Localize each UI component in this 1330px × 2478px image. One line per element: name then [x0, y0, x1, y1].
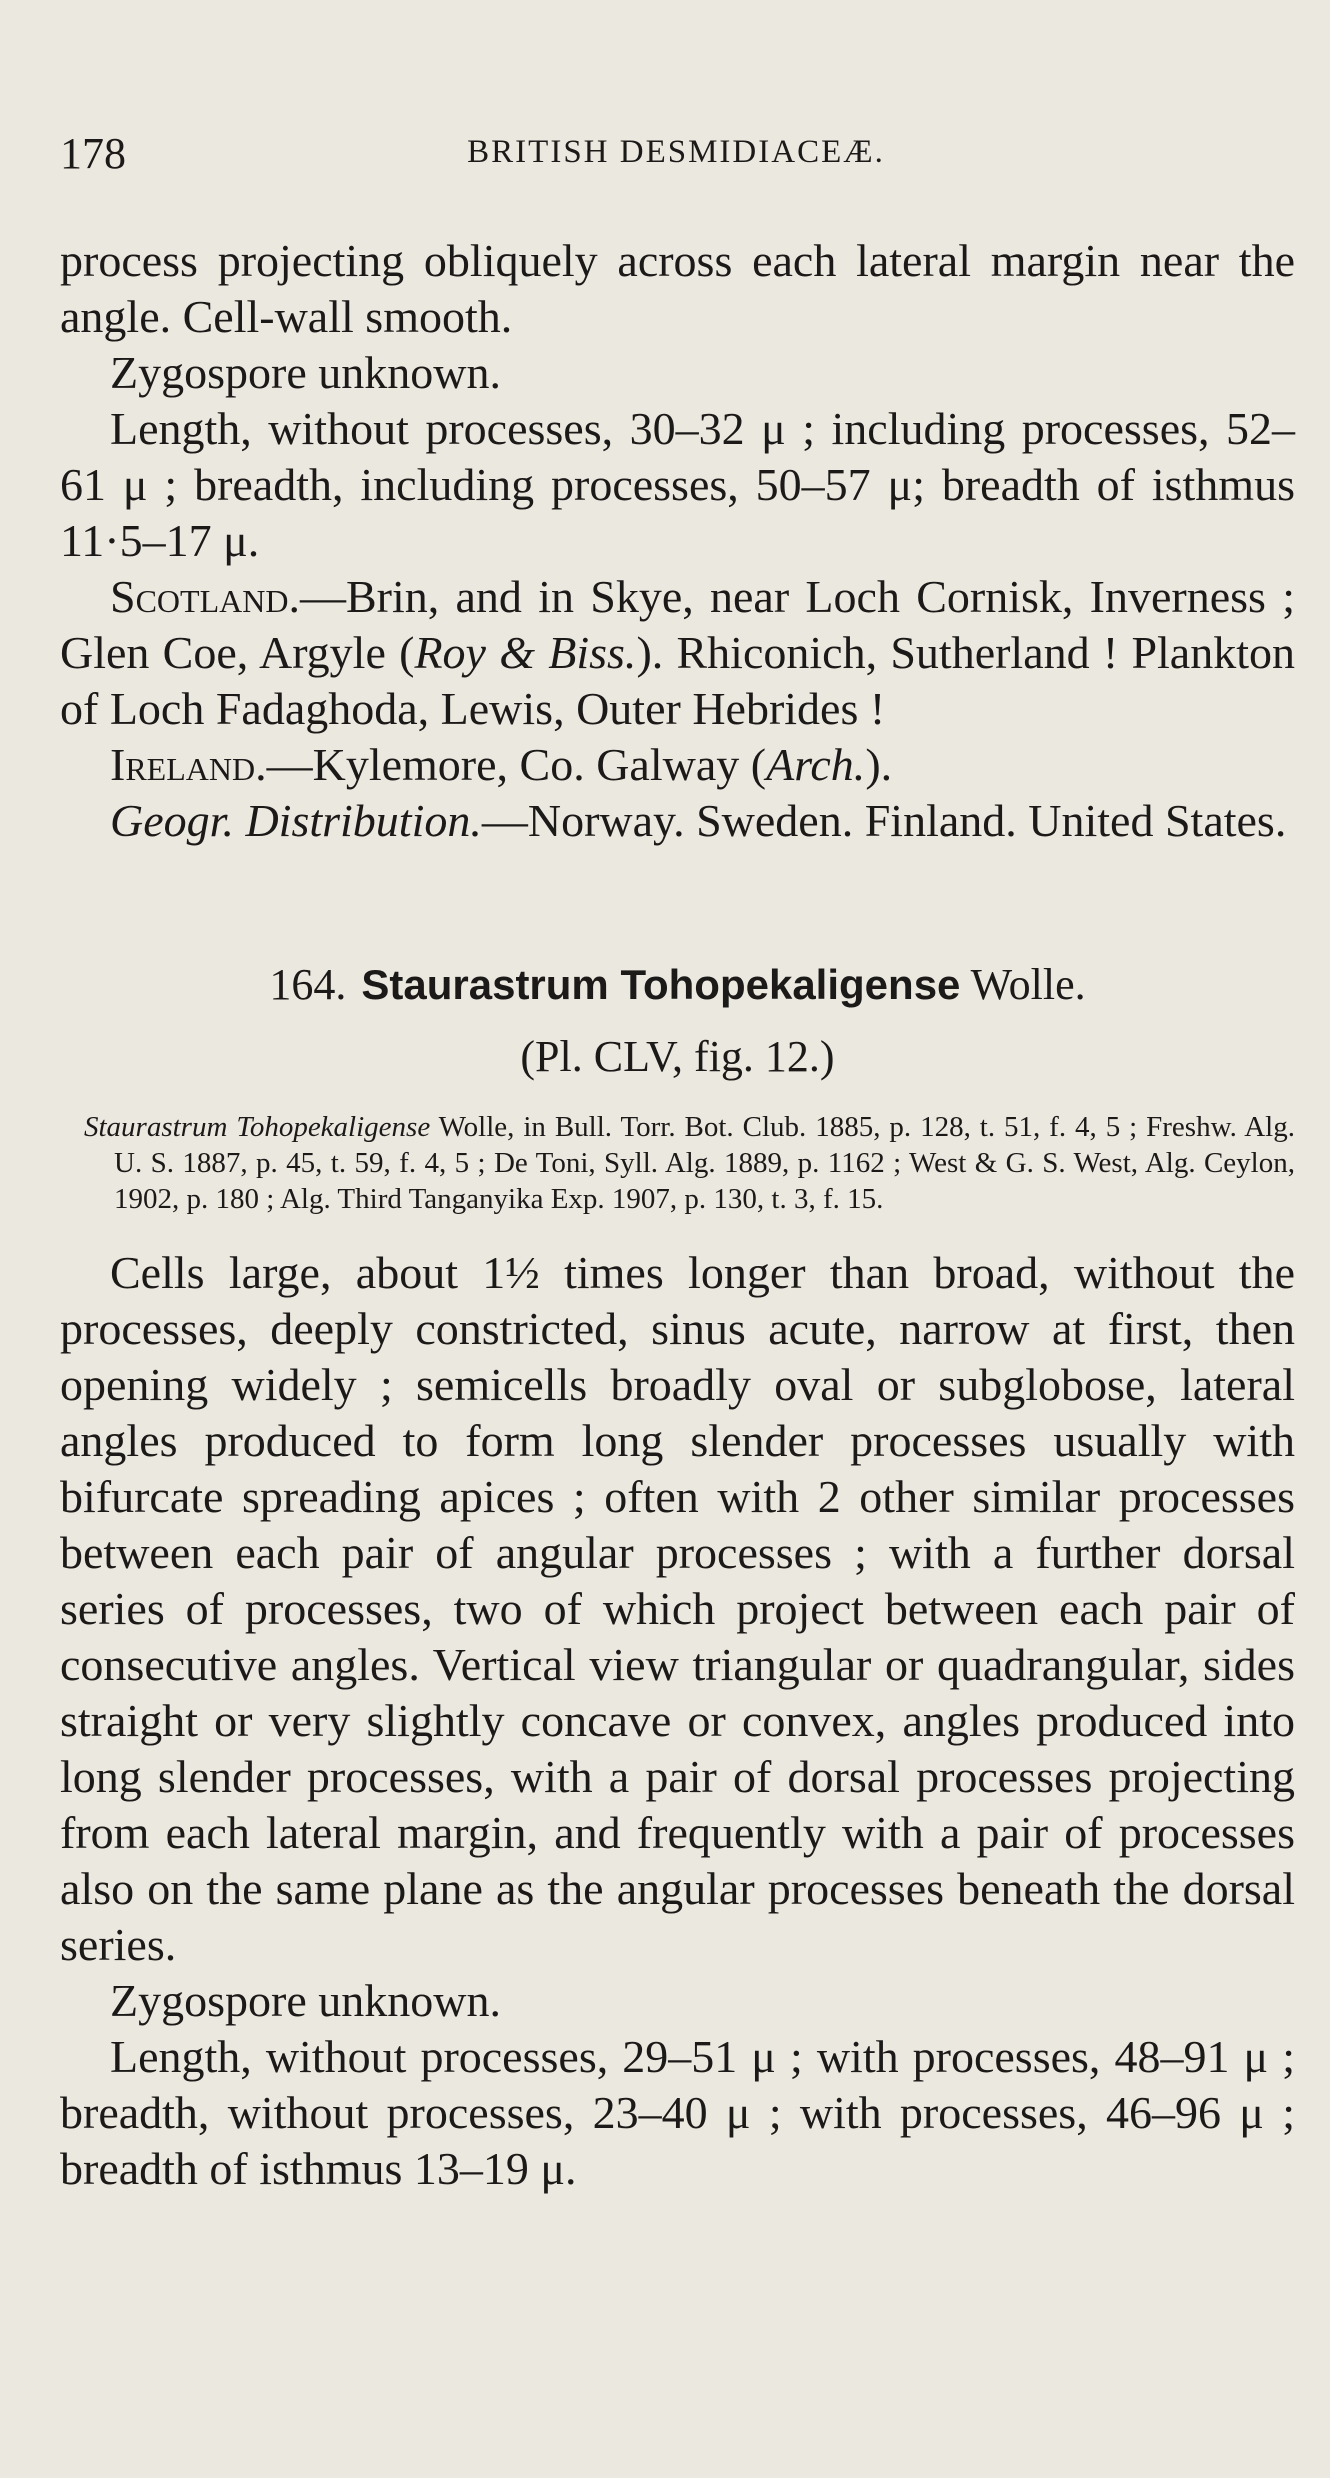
species-zygospore: Zygospore unknown.	[110, 1975, 501, 2026]
synonymy-text: Wolle, in Bull. Torr. Bot. Club. 1885, p. 128, t. 51, f. 4, 5 ; Freshw. Alg. U. S. 1887, p. 45, t. 59, f. 4, 5 ; De Toni, Syll. Alg. 1889, p. 1162 ; West & G. S. West, Alg. Ceylon, 1902, p. 180 ; Alg. Third Tanganyika Exp. 1907, p. 130, t. 3, f. 15.	[114, 1111, 1295, 1215]
synonymy-name: Staurastrum Tohopekaligense	[84, 1111, 431, 1143]
species-name: Staurastrum Tohopekaligense	[361, 961, 961, 1008]
scotland-text-a: .—Brin, and in Skye, near Loch Cornisk, Inverness ; Glen Coe, Argyle (	[60, 571, 1295, 678]
dimensions-paragraph: Length, without processes, 30–32 μ ; including processes, 52–61 μ ; breadth, including processes, 50–57 μ; breadth of isthmus 11·5–17 μ.	[60, 403, 1295, 566]
ireland-text-a: .—Kylemore, Co. Galway (	[255, 739, 767, 790]
ireland-label: Ireland	[110, 739, 256, 790]
plate-reference: (Pl. CLV, fig. 12.)	[520, 1032, 835, 1081]
geographic-distribution	[60, 793, 1295, 849]
species-dimensions: Length, without processes, 29–51 μ ; with processes, 48–91 μ ; breadth, without processes, 23–40 μ ; with processes, 46–96 μ ; breadth of isthmus 13–19 μ.	[60, 2031, 1295, 2194]
page-number: 178	[60, 129, 126, 178]
page-header	[60, 128, 1292, 188]
ireland-citation: Arch.	[766, 739, 866, 790]
zygospore-note: Zygospore unknown.	[110, 347, 501, 398]
synonymy-citation	[60, 1109, 1295, 1217]
geo-label: Geogr. Distribution.	[110, 795, 482, 846]
scotland-text-b: ). Rhiconich, Sutherland ! Plankton of Loch Fadaghoda, Lewis, Outer Hebrides !	[60, 627, 1295, 734]
ireland-locality	[60, 737, 1295, 793]
species-description: Cells large, about 1½ times longer than broad, without the processes, deeply constricted, sinus acute, narrow at first, then opening widely ; semicells broadly oval or subglobose, lateral angles produced to form long slender processes usually with bifurcate spreading apices ; often with 2 other similar processes between each pair of angular processes ; with a further dorsal series of processes, two of which project between each pair of consecutive angles. Vertical view triangular or quadrangular, sides straight or very slightly concave or convex, angles produced into long slender processes, with a pair of dorsal processes projecting from each lateral margin, and frequently with a pair of processes also on the same plane as the angular processes beneath the dorsal series.	[60, 1247, 1295, 1970]
scotland-locality	[60, 569, 1295, 737]
geo-text: —Norway. Sweden. Finland. United States.	[481, 795, 1287, 846]
scotland-label: Scotland	[110, 571, 289, 622]
page-body	[60, 233, 1295, 2197]
scotland-citation: Roy & Biss.	[414, 627, 637, 678]
running-title: BRITISH DESMIDIACEÆ.	[467, 134, 885, 170]
ireland-text-b: ).	[865, 739, 893, 790]
continuation-paragraph: process projecting obliquely across each lateral margin near the angle. Cell-wall smooth.	[60, 235, 1295, 342]
species-author: Wolle.	[970, 960, 1086, 1009]
species-heading	[60, 957, 1295, 1013]
species-number: 164.	[269, 960, 347, 1009]
